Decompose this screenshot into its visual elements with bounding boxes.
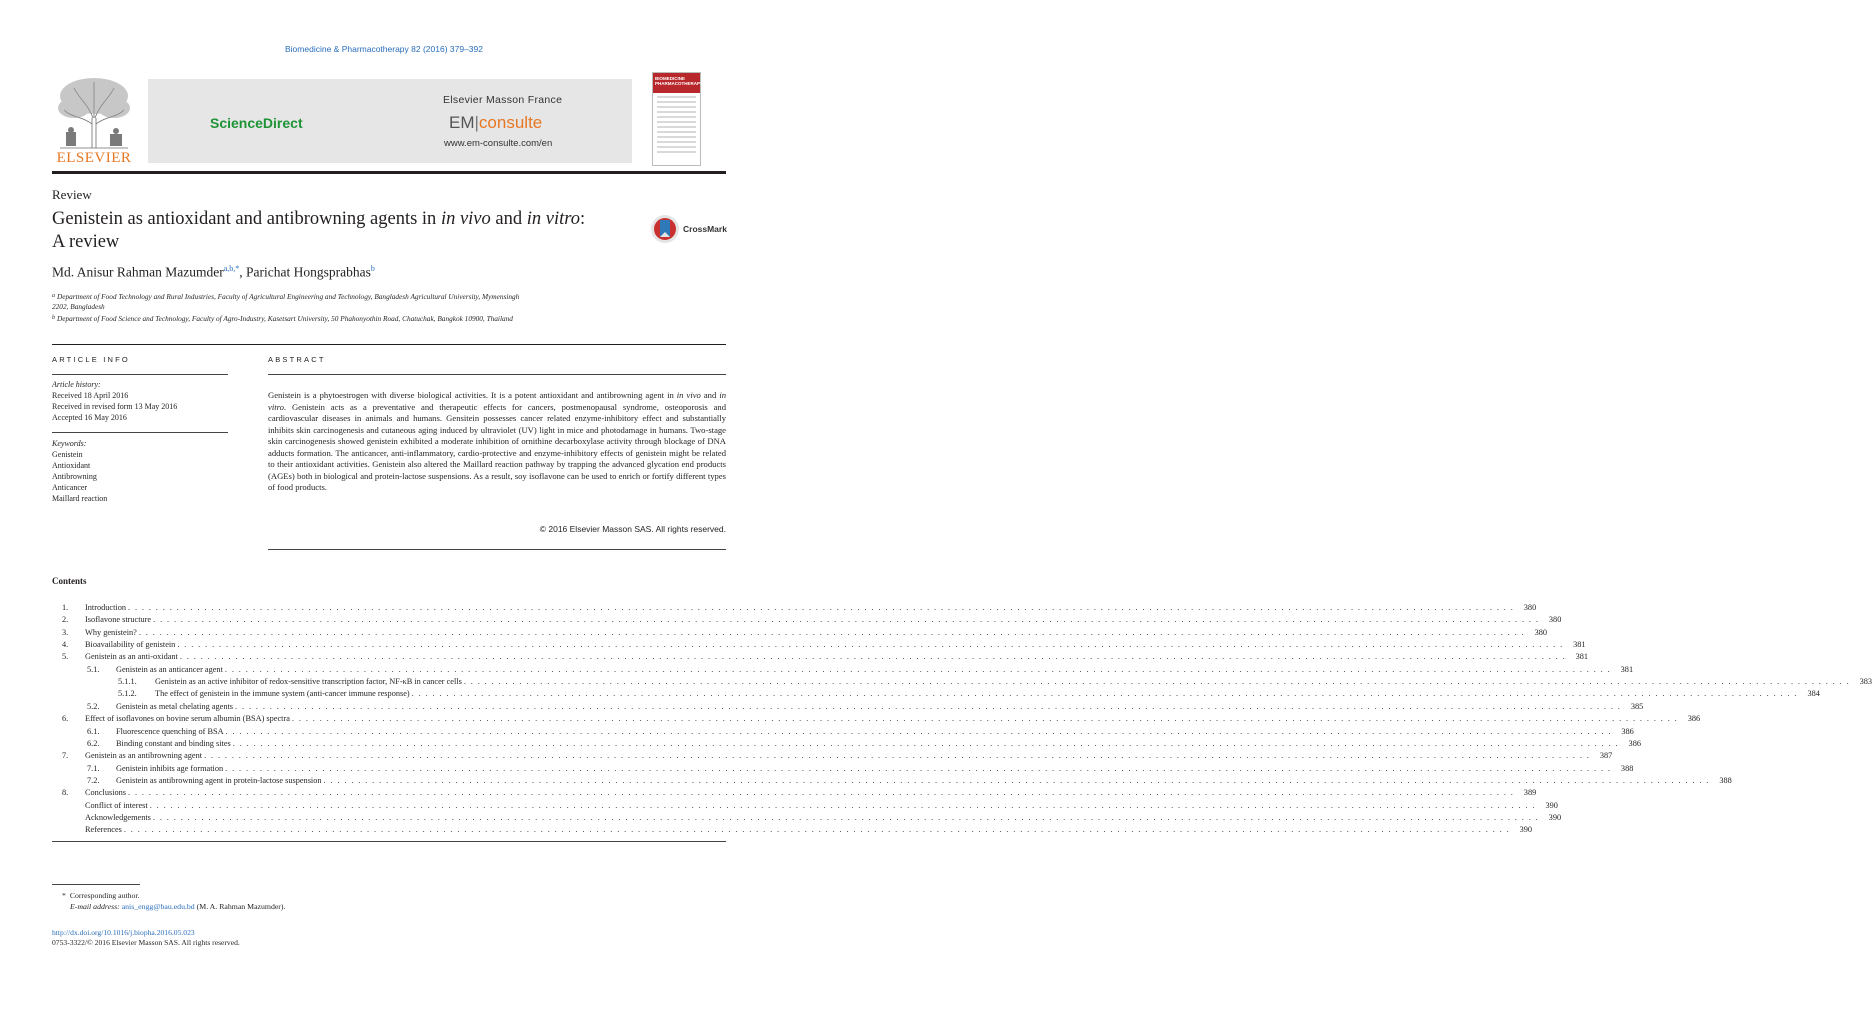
crossmark-badge[interactable] [650, 214, 727, 244]
cover-line [657, 131, 696, 133]
toc-leader-dots: . . . . . . . . . . . . . . . . . . . . . . . . . . . . . . . . . . . . . . . . . . . . . . . . . . . . . . . . . . . . . . . . . . . . . . . . . . . . . . . . . . . . . . . . . . . . . . . . . . . . . . . . . . . . . . . . . . . . . . . . . . . . . . . . . . . . . . . . . . . . . . . . . . . . . . . . . . . . . . . . . . . . . . . . . . . . . . . . . . . . . . . . . . . . . . . . . . . . . . . . [411, 689, 1798, 699]
toc-page-number: 390 [1519, 825, 1533, 835]
toc-entry[interactable] [52, 737, 1641, 749]
toc-number: 2. [62, 615, 69, 625]
toc-title[interactable]: Genistein as an anti-oxidant [85, 652, 178, 662]
footnote-star: * [62, 891, 66, 900]
toc-leader-dots: . . . . . . . . . . . . . . . . . . . . . . . . . . . . . . . . . . . . . . . . . . . . . . . . . . . . . . . . . . . . . . . . . . . . . . . . . . . . . . . . . . . . . . . . . . . . . . . . . . . . . . . . . . . . . . . . . . . . . . . . . . . . . . . . . . . . . . . . . . . . . . . . . . . . . . . . . . . . . . . . . . . . . . . . . . . . . . . . . . . . . . . . . . . . . . . . . . . . . . . . [138, 627, 1526, 637]
toc-title[interactable]: Conclusions [85, 788, 127, 798]
abstract-span: . Genistein acts as a preventative and therapeutic effects for cancers, postmenopausal syndrome, osteoporosis and cardiovascular diseases in animals and humans. Gensitein possesses cancer related enzyme-inhibitory effect and substantially inhibits skin carcinogenesis and cutaneous aging induced by ultraviolet (UV) light in mice and photodamage in humans. Two-stage skin carcinogenesis showed genistein exhibited a moderate inhibition of ornithine decarboxylase activity through blockage of DNA adducts formation. The anticancer, anti-inflammatory, cardio-protective and enzyme-inhibitory effects of genistein might be related to their antioxidant activities. Genistein also altered the Maillard reaction pathway by trapping the advanced glycation end products (AGEs) both in biological and protein-lactose suspensions. As a result, soy isoflavone can be used to enrich or fortify different types of food products. [268, 401, 726, 492]
affiliation-a-continued: 2202, Bangladesh [52, 302, 105, 311]
toc-leader-dots: . . . . . . . . . . . . . . . . . . . . . . . . . . . . . . . . . . . . . . . . . . . . . . . . . . . . . . . . . . . . . . . . . . . . . . . . . . . . . . . . . . . . . . . . . . . . . . . . . . . . . . . . . . . . . . . . . . . . . . . . . . . . . . . . . . . . . . . . . . . . . . . . . . . . . . . . . . . . . . . . . . . . . . . . . . . . . . . . . . . . . . . . . . . . . . . . . . . . . . . . [128, 788, 1515, 798]
article-info-rule [52, 374, 228, 375]
cover-title: BIOMEDICINE PHARMACOTHERAPY [655, 76, 704, 86]
toc-title[interactable]: Effect of isoflavones on bovine serum albumin (BSA) spectra [85, 714, 290, 724]
article-title-line-1 [52, 209, 585, 230]
toc-leader-dots: . . . . . . . . . . . . . . . . . . . . . . . . . . . . . . . . . . . . . . . . . . . . . . . . . . . . . . . . . . . . . . . . . . . . . . . . . . . . . . . . . . . . . . . . . . . . . . . . . . . . . . . . . . . . . . . . . . . . . . . . . . . . . . . . . . . . . . . . . . . . . . . . . . . . . . . . . . . . . . . . . . . . . . . . . . . . . . . . . . . . . . . . . . . . . . . . . . . . . . . . [123, 825, 1511, 835]
toc-leader-dots: . . . . . . . . . . . . . . . . . . . . . . . . . . . . . . . . . . . . . . . . . . . . . . . . . . . . . . . . . . . . . . . . . . . . . . . . . . . . . . . . . . . . . . . . . . . . . . . . . . . . . . . . . . . . . . . . . . . . . . . . . . . . . . . . . . . . . . . . . . . . . . . . . . . . . . . . . . . . . . . . . . . . . . . . . . . . . . . . . . . . . . . . . . . . . . . . . . . . . . . . [225, 763, 1612, 773]
toc-entry[interactable] [52, 799, 1558, 811]
toc-title[interactable]: Genistein inhibits age formation [116, 763, 224, 773]
toc-leader-dots: . . . . . . . . . . . . . . . . . . . . . . . . . . . . . . . . . . . . . . . . . . . . . . . . . . . . . . . . . . . . . . . . . . . . . . . . . . . . . . . . . . . . . . . . . . . . . . . . . . . . . . . . . . . . . . . . . . . . . . . . . . . . . . . . . . . . . . . . . . . . . . . . . . . . . . . . . . . . . . . . . . . . . . . . . . . . . . . . . . . . . . . . . . . . . . . . . . . . . . . . [153, 615, 1540, 625]
cover-line [657, 106, 696, 108]
author-separator: , [239, 264, 247, 280]
title-text: : [580, 209, 586, 229]
cover-line [657, 121, 696, 123]
toc-leader-dots: . . . . . . . . . . . . . . . . . . . . . . . . . . . . . . . . . . . . . . . . . . . . . . . . . . . . . . . . . . . . . . . . . . . . . . . . . . . . . . . . . . . . . . . . . . . . . . . . . . . . . . . . . . . . . . . . . . . . . . . . . . . . . . . . . . . . . . . . . . . . . . . . . . . . . . . . . . . . . . . . . . . . . . . . . . . . . . . . . . . . . . . . . . . . . . . . . . . . . . . . [177, 640, 1564, 650]
toc-leader-dots: . . . . . . . . . . . . . . . . . . . . . . . . . . . . . . . . . . . . . . . . . . . . . . . . . . . . . . . . . . . . . . . . . . . . . . . . . . . . . . . . . . . . . . . . . . . . . . . . . . . . . . . . . . . . . . . . . . . . . . . . . . . . . . . . . . . . . . . . . . . . . . . . . . . . . . . . . . . . . . . . . . . . . . . . . . . . . . . . . . . . . . . . . . . . . . . . . . . . . . . . [235, 701, 1622, 711]
author-name: Parichat Hongsprabhas [246, 264, 371, 280]
affiliation-b [52, 313, 513, 324]
journal-cover-thumbnail[interactable] [652, 72, 704, 166]
toc-leader-dots: . . . . . . . . . . . . . . . . . . . . . . . . . . . . . . . . . . . . . . . . . . . . . . . . . . . . . . . . . . . . . . . . . . . . . . . . . . . . . . . . . . . . . . . . . . . . . . . . . . . . . . . . . . . . . . . . . . . . . . . . . . . . . . . . . . . . . . . . . . . . . . . . . . . . . . . . . . . . . . . . . . . . . . . . . . . . . . . . . . . . . . . . . . . . . . . . . . . . . . . . [152, 812, 1540, 822]
toc-page-number: 387 [1599, 751, 1613, 761]
contents-heading: Contents [52, 576, 87, 586]
elsevier-wordmark: ELSEVIER [56, 150, 132, 166]
contents-bottom-rule [52, 841, 726, 842]
abstract-heading: ABSTRACT [268, 355, 326, 364]
toc-leader-dots: . . . . . . . . . . . . . . . . . . . . . . . . . . . . . . . . . . . . . . . . . . . . . . . . . . . . . . . . . . . . . . . . . . . . . . . . . . . . . . . . . . . . . . . . . . . . . . . . . . . . . . . . . . . . . . . . . . . . . . . . . . . . . . . . . . . . . . . . . . . . . . . . . . . . . . . . . . . . . . . . . . . . . . . . . . . . . . . . . . . . . . . . . . . . . . . . . . . . . . . . [232, 738, 1619, 748]
toc-leader-dots: . . . . . . . . . . . . . . . . . . . . . . . . . . . . . . . . . . . . . . . . . . . . . . . . . . . . . . . . . . . . . . . . . . . . . . . . . . . . . . . . . . . . . . . . . . . . . . . . . . . . . . . . . . . . . . . . . . . . . . . . . . . . . . . . . . . . . . . . . . . . . . . . . . . . . . . . . . . . . . . . . . . . . . . . . . . . . . . . . . . . . . . . . . . . . . . . . . . . . . . . [179, 652, 1567, 662]
title-text: Genistein as antioxidant and antibrowning agents in [52, 209, 441, 229]
email-note [70, 902, 285, 911]
toc-entry[interactable] [52, 650, 1589, 662]
cover-line [657, 101, 696, 103]
corresponding-author-note [62, 891, 140, 900]
toc-leader-dots: . . . . . . . . . . . . . . . . . . . . . . . . . . . . . . . . . . . . . . . . . . . . . . . . . . . . . . . . . . . . . . . . . . . . . . . . . . . . . . . . . . . . . . . . . . . . . . . . . . . . . . . . . . . . . . . . . . . . . . . . . . . . . . . . . . . . . . . . . . . . . . . . . . . . . . . . . . . . . . . . . . . . . . . . . . . . . . . . . . . . . . . . . . . . . . . . . . . . . . . . [128, 603, 1515, 612]
issn-line: 0753-3322/© 2016 Elsevier Masson SAS. All rights reserved. [52, 938, 240, 947]
toc-title[interactable]: Bioavailability of genistein [85, 640, 176, 650]
footnote-text: Corresponding author. [69, 891, 140, 900]
toc-entry[interactable] [52, 663, 1634, 675]
cover-line [657, 126, 696, 128]
title-italic: in vitro [526, 209, 581, 229]
email-label: E-mail address: [70, 902, 120, 911]
toc-number: 5.1.1. [118, 677, 137, 687]
affiliation-text: Department of Food Technology and Rural Industries, Faculty of Agricultural Engineering and Technology, Bangladesh Agricultural University, Mymensingh [57, 292, 520, 301]
toc-title[interactable]: References [85, 825, 122, 835]
toc-page-number: 380 [1534, 627, 1548, 637]
journal-reference-link[interactable]: Biomedicine & Pharmacotherapy 82 (2016) 379–392 [285, 44, 483, 54]
toc-page-number: 381 [1575, 652, 1589, 662]
author-affiliation-marks[interactable]: b [370, 264, 375, 273]
toc-page-number: 386 [1628, 738, 1641, 748]
toc-title[interactable]: Genistein as an active inhibitor of redox-sensitive transcription factor, NF-κB in cancer cells [155, 677, 462, 687]
abstract-italic: in vitro [268, 390, 726, 412]
toc-page-number: 383 [1859, 677, 1872, 687]
title-italic: in vivo [440, 209, 491, 229]
toc-title[interactable]: Genistein as antibrowning agent in protein-lactose suspension [116, 775, 322, 785]
toc-number: 3. [62, 627, 69, 637]
abstract-span: and [700, 390, 720, 400]
toc-title[interactable]: Conflict of interest [85, 800, 148, 810]
toc-title[interactable]: Genistein as an antibrowning agent [85, 751, 203, 761]
toc-entry[interactable] [52, 700, 1644, 712]
copyright-notice: © 2016 Elsevier Masson SAS. All rights reserved. [539, 524, 726, 534]
cover-line [657, 146, 696, 148]
toc-number: 7.1. [87, 763, 100, 773]
toc-entry[interactable] [52, 613, 1562, 625]
toc-entry[interactable] [52, 601, 1537, 613]
toc-leader-dots: . . . . . . . . . . . . . . . . . . . . . . . . . . . . . . . . . . . . . . . . . . . . . . . . . . . . . . . . . . . . . . . . . . . . . . . . . . . . . . . . . . . . . . . . . . . . . . . . . . . . . . . . . . . . . . . . . . . . . . . . . . . . . . . . . . . . . . . . . . . . . . . . . . . . . . . . . . . . . . . . . . . . . . . . . . . . . . . . . . . . . . . . . . . . . . . . . . . . . . . . [225, 726, 1612, 736]
toc-number: 7.2. [87, 775, 100, 785]
header-rule [52, 171, 726, 174]
toc-number: 6. [62, 714, 69, 724]
cover-line [657, 141, 696, 143]
toc-page-number: 381 [1573, 640, 1586, 650]
toc-number: 7. [62, 751, 69, 761]
toc-title[interactable]: Acknowledgements [85, 812, 151, 822]
cover-line [657, 111, 696, 113]
toc-entry[interactable] [52, 749, 1613, 761]
toc-entry[interactable] [52, 675, 1872, 687]
article-title-line-2: A review [52, 232, 120, 252]
toc-title[interactable]: Genistein as an anticancer agent [116, 664, 223, 674]
toc-title[interactable]: Why genistein? [85, 627, 137, 637]
received-date: Received 18 April 2016 [52, 391, 129, 400]
keyword: Genistein [52, 450, 83, 459]
toc-page-number: 390 [1548, 812, 1562, 822]
em-consulte-url[interactable]: www.em-consulte.com/en [444, 138, 553, 149]
doi-link[interactable]: http://dx.doi.org/10.1016/j.biopha.2016.05.023 [52, 928, 195, 937]
toc-page-number: 390 [1545, 800, 1558, 810]
toc-number: 5.1. [87, 664, 100, 674]
em-consulte-logo [449, 113, 542, 133]
article-info-heading: ARTICLE INFO [52, 355, 130, 364]
sciencedirect-link[interactable]: ScienceDirect [210, 115, 303, 131]
toc-page-number: 381 [1620, 664, 1634, 674]
toc-entry[interactable] [52, 786, 1537, 798]
toc-entry[interactable] [52, 823, 1533, 835]
title-text: and [490, 209, 527, 229]
toc-page-number: 385 [1630, 701, 1644, 711]
toc-entry[interactable] [52, 638, 1586, 650]
abstract-bottom-rule [268, 549, 726, 550]
toc-entry[interactable] [52, 725, 1634, 737]
toc-number: 5. [62, 652, 69, 662]
consulte-text: consulte [478, 113, 543, 132]
toc-entry[interactable] [52, 626, 1548, 638]
toc-number: 6.1. [87, 726, 100, 736]
affiliation-mark: a [52, 293, 55, 299]
toc-number: 6.2. [87, 738, 100, 748]
toc-entry[interactable] [52, 712, 1701, 724]
em-text: EM [449, 113, 475, 132]
revised-date: Received in revised form 13 May 2016 [52, 402, 178, 411]
toc-leader-dots: . . . . . . . . . . . . . . . . . . . . . . . . . . . . . . . . . . . . . . . . . . . . . . . . . . . . . . . . . . . . . . . . . . . . . . . . . . . . . . . . . . . . . . . . . . . . . . . . . . . . . . . . . . . . . . . . . . . . . . . . . . . . . . . . . . . . . . . . . . . . . . . . . . . . . . . . . . . . . . . . . . . . . . . . . . . . . . . . . . . . . . . . . . . . . . . . . . . . . . . . [149, 800, 1536, 810]
toc-page-number: 386 [1621, 726, 1634, 736]
toc-title[interactable]: Isoflavone structure [85, 615, 152, 625]
cover-line [657, 116, 696, 118]
keywords-rule [52, 432, 228, 433]
publisher-name: Elsevier Masson France [443, 94, 563, 106]
article-type: Review [52, 187, 92, 202]
author-list [52, 264, 375, 281]
keyword: Maillard reaction [52, 494, 108, 503]
toc-page-number: 386 [1687, 714, 1701, 724]
toc-leader-dots: . . . . . . . . . . . . . . . . . . . . . . . . . . . . . . . . . . . . . . . . . . . . . . . . . . . . . . . . . . . . . . . . . . . . . . . . . . . . . . . . . . . . . . . . . . . . . . . . . . . . . . . . . . . . . . . . . . . . . . . . . . . . . . . . . . . . . . . . . . . . . . . . . . . . . . . . . . . . . . . . . . . . . . . . . . . . . . . . . . . . . . . . . . . . . . . . . . . . . . . . [463, 677, 1851, 687]
keywords-label: Keywords: [52, 439, 87, 448]
cover-line [657, 136, 696, 138]
footnote-rule [52, 884, 140, 885]
toc-page-number: 384 [1807, 689, 1820, 699]
abstract-text [268, 390, 726, 494]
toc-entry[interactable] [52, 687, 1820, 699]
toc-title[interactable]: Fluorescence quenching of BSA [116, 726, 224, 736]
toc-entry[interactable] [52, 762, 1634, 774]
abstract-span: Genistein is a phytoestrogen with diverse biological activities. It is a potent antioxidant and antibrowning agent in [268, 390, 677, 400]
email-link[interactable]: anis_engg@bau.edu.bd [121, 902, 195, 911]
history-label: Article history: [52, 380, 101, 389]
affiliation-text: Department of Food Science and Technology, Faculty of Agro-Industry, Kasetsart University, 50 Phahonyothin Road, Chatuchak, Bangkok 10900, Thailand [57, 314, 513, 323]
email-owner: (M. A. Rahman Mazumder). [196, 902, 286, 911]
toc-entry[interactable] [52, 774, 1732, 786]
cover-line [657, 96, 696, 98]
toc-title[interactable]: The effect of genistein in the immune system (anti-cancer immune response) [155, 689, 410, 699]
toc-leader-dots: . . . . . . . . . . . . . . . . . . . . . . . . . . . . . . . . . . . . . . . . . . . . . . . . . . . . . . . . . . . . . . . . . . . . . . . . . . . . . . . . . . . . . . . . . . . . . . . . . . . . . . . . . . . . . . . . . . . . . . . . . . . . . . . . . . . . . . . . . . . . . . . . . . . . . . . . . . . . . . . . . . . . . . . . . . . . . . . . . . . . . . . . . . . . . . . . . . . . . . . . [291, 714, 1679, 724]
toc-number: 4. [62, 640, 69, 650]
author-name: Md. Anisur Rahman Mazumder [52, 264, 224, 280]
keyword: Anticancer [52, 483, 88, 492]
toc-number: 8. [62, 788, 69, 798]
toc-leader-dots: . . . . . . . . . . . . . . . . . . . . . . . . . . . . . . . . . . . . . . . . . . . . . . . . . . . . . . . . . . . . . . . . . . . . . . . . . . . . . . . . . . . . . . . . . . . . . . . . . . . . . . . . . . . . . . . . . . . . . . . . . . . . . . . . . . . . . . . . . . . . . . . . . . . . . . . . . . . . . . . . . . . . . . . . . . . . . . . . . . . . . . . . . . . . . . . . . . . . . . . . [224, 664, 1612, 674]
section-rule [52, 344, 726, 345]
toc-number: 5.2. [87, 701, 100, 711]
keyword: Antioxidant [52, 461, 91, 470]
toc-entry[interactable] [52, 811, 1562, 823]
toc-page-number: 380 [1523, 603, 1537, 612]
toc-title[interactable]: Introduction [85, 603, 127, 612]
em-separator: | [474, 113, 479, 132]
accepted-date: Accepted 16 May 2016 [52, 413, 127, 422]
toc-page-number: 380 [1548, 615, 1562, 625]
crossmark-icon [650, 214, 680, 244]
toc-title[interactable]: Genistein as metal chelating agents [116, 701, 234, 711]
affiliation-a [52, 291, 519, 302]
affiliation-mark: b [52, 315, 55, 321]
cover-header [653, 73, 704, 93]
toc-page-number: 388 [1719, 775, 1732, 785]
author-affiliation-marks[interactable]: a,b,* [223, 264, 240, 273]
abstract-rule [268, 374, 726, 375]
crossmark-label: CrossMark [683, 224, 727, 234]
abstract-italic: in vivo [676, 390, 701, 400]
keyword: Antibrowning [52, 472, 97, 481]
toc-number: 1. [62, 603, 69, 612]
toc-leader-dots: . . . . . . . . . . . . . . . . . . . . . . . . . . . . . . . . . . . . . . . . . . . . . . . . . . . . . . . . . . . . . . . . . . . . . . . . . . . . . . . . . . . . . . . . . . . . . . . . . . . . . . . . . . . . . . . . . . . . . . . . . . . . . . . . . . . . . . . . . . . . . . . . . . . . . . . . . . . . . . . . . . . . . . . . . . . . . . . . . . . . . . . . . . . . . . . . . . . . . . . . [204, 751, 1591, 761]
toc-page-number: 389 [1523, 788, 1537, 798]
toc-number: 5.1.2. [118, 689, 137, 699]
cover-line [657, 151, 696, 153]
toc-page-number: 388 [1620, 763, 1634, 773]
toc-leader-dots: . . . . . . . . . . . . . . . . . . . . . . . . . . . . . . . . . . . . . . . . . . . . . . . . . . . . . . . . . . . . . . . . . . . . . . . . . . . . . . . . . . . . . . . . . . . . . . . . . . . . . . . . . . . . . . . . . . . . . . . . . . . . . . . . . . . . . . . . . . . . . . . . . . . . . . . . . . . . . . . . . . . . . . . . . . . . . . . . . . . . . . . . . . . . . . . . . . . . . . . . [323, 775, 1710, 785]
toc-title[interactable]: Binding constant and binding sites [116, 738, 231, 748]
